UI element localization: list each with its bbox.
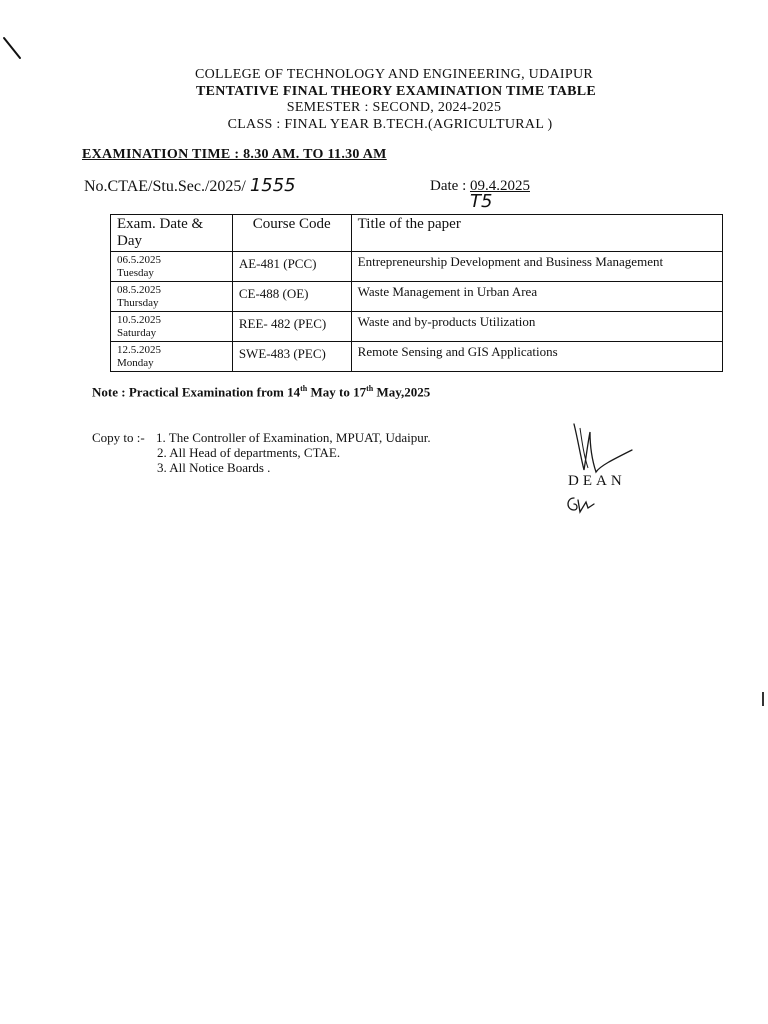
date-label: Date : (430, 178, 470, 194)
paper-title: Waste and by-products Utilization (351, 312, 722, 342)
semester-line: SEMESTER : SECOND, 2024-2025 (286, 100, 502, 115)
note-text: May,2025 (373, 384, 431, 400)
note-text: May to 17 (307, 384, 367, 400)
handwritten-initials: T5 (470, 191, 493, 212)
scan-edge-mark (762, 692, 764, 706)
dean-initials (562, 492, 598, 518)
copy-to-list (156, 430, 431, 475)
table-row (111, 282, 723, 312)
exam-day: Thursday (117, 297, 159, 309)
exam-day: Monday (117, 357, 154, 369)
paper-title: Remote Sensing and GIS Applications (351, 342, 722, 372)
column-header-code: Course Code (232, 215, 351, 252)
pen-mark (2, 34, 24, 62)
column-header-date: Exam. Date & Day (111, 215, 233, 252)
dean-title: DEAN (568, 473, 626, 489)
exam-date: 10.5.2025 (117, 314, 161, 326)
exam-date-cell (111, 282, 233, 312)
list-item: 1. The Controller of Examination, MPUAT, Udaipur. (156, 430, 431, 445)
exam-date: 08.5.2025 (117, 284, 161, 296)
exam-date: 06.5.2025 (117, 254, 161, 266)
note-text: Practical Examination from 14 (128, 384, 301, 400)
date-value: 09.4.2025 (469, 178, 530, 194)
college-name: COLLEGE OF TECHNOLOGY AND ENGINEERING, UDAIPUR (195, 67, 593, 82)
exam-day: Saturday (117, 327, 157, 339)
table-header-row (111, 215, 723, 252)
document-title: TENTATIVE FINAL THEORY EXAMINATION TIME TABLE (195, 84, 597, 99)
paper-title: Waste Management in Urban Area (351, 282, 722, 312)
list-item: 2. All Head of departments, CTAE. (157, 445, 341, 460)
table-row (111, 252, 723, 282)
course-code: CE-488 (OE) (232, 282, 351, 312)
column-header-title: Title of the paper (351, 215, 722, 252)
exam-date-cell (111, 342, 233, 372)
reference-handwritten-number: 1555 (249, 175, 296, 196)
exam-day: Tuesday (117, 267, 154, 279)
reference-label: No.CTAE/Stu.Sec./2025/ (84, 178, 246, 195)
paper-title: Entrepreneurship Development and Business Management (351, 252, 722, 282)
exam-date: 12.5.2025 (117, 344, 161, 356)
exam-schedule-table (110, 214, 723, 372)
copy-to-section (92, 430, 431, 475)
course-code: SWE-483 (PEC) (232, 342, 351, 372)
exam-date-cell (111, 312, 233, 342)
copy-to-label: Copy to :- (92, 430, 145, 445)
table-row (111, 312, 723, 342)
exam-date-cell (111, 252, 233, 282)
note-label: Note : (92, 384, 129, 400)
exam-time: EXAMINATION TIME : 8.30 AM. TO 11.30 AM (82, 147, 387, 162)
reference-number (84, 175, 296, 196)
note-superscript: th (366, 384, 374, 393)
class-line: CLASS : FINAL YEAR B.TECH.(AGRICULTURAL ) (227, 117, 553, 132)
dean-signature (560, 420, 640, 480)
table-row (111, 342, 723, 372)
practical-exam-note (92, 384, 430, 400)
course-code: REE- 482 (PEC) (232, 312, 351, 342)
list-item: 3. All Notice Boards . (157, 460, 271, 475)
course-code: AE-481 (PCC) (232, 252, 351, 282)
note-superscript: th (300, 384, 308, 393)
